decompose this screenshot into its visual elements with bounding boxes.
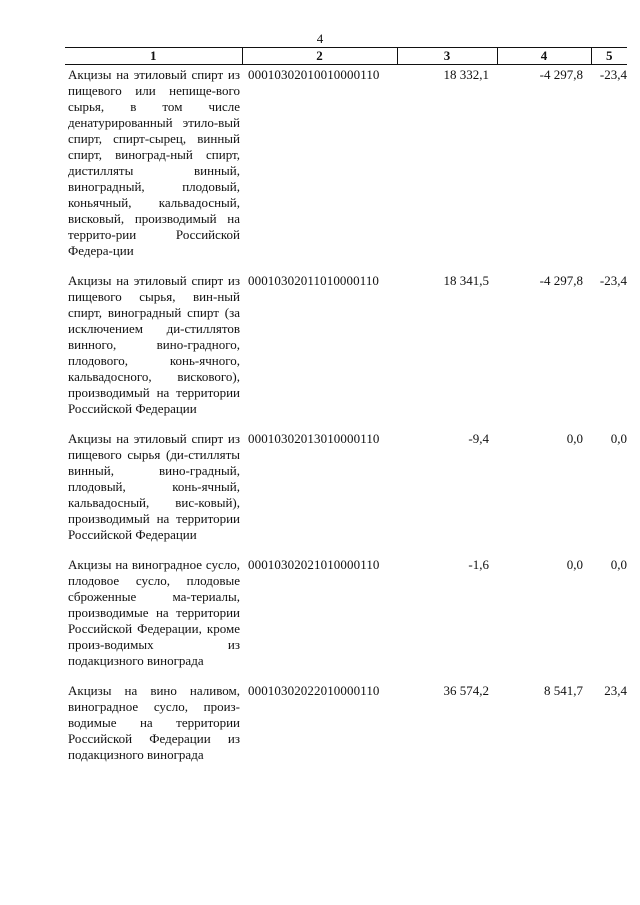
table-row [65,428,627,554]
row-code-cell: 00010302013010000110 [248,431,380,446]
row-name-cell: Акцизы на этиловый спирт из пищевого или непище-вого сырья, в том числе денатурированный этило-вый спирт, спирт-сырец, винный спирт, виноград-ный спирт, дистилляты винный, виноградный, плодовый, коньячный, кальвадосный, висковый, производимый на террито-рии Российской Федера-ции [68,67,240,258]
row-code-cell: 00010302011010000110 [248,273,380,288]
table-row [65,65,627,271]
header-col-3: 3 [397,48,497,65]
row-code-cell: 00010302010010000110 [248,67,380,82]
header-col-1: 1 [65,48,242,65]
row-value-col3: -1,6 [468,557,489,572]
table-row [65,270,627,428]
row-code-cell: 00010302022010000110 [248,683,380,698]
row-value-col3: 36 574,2 [443,683,489,698]
page-number: 4 [316,31,324,46]
row-value-col4: 0,0 [566,431,583,446]
row-name-cell: Акцизы на виноградное сусло, плодовое сусло, плодовые сброженные ма-териалы, производимые на территории Российской Федерации, кроме произ-водимых из подакцизного винограда [68,557,240,668]
row-value-col3: 18 332,1 [443,67,489,82]
header-col-2: 2 [242,48,397,65]
row-value-col4: 0,0 [566,557,583,572]
table-row [65,554,627,680]
table-header [65,48,627,65]
header-col-4: 4 [497,48,591,65]
header-row [65,48,627,65]
row-value-col5: 0,0 [610,557,627,572]
row-value-col5: 0,0 [610,431,627,446]
row-name-cell: Акцизы на вино наливом, виноградное сусло, произ-водимые на территории Российской Федерации из подакцизного винограда [68,683,240,762]
row-name-cell: Акцизы на этиловый спирт из пищевого сырья (ди-стилляты винный, вино-градный, плодовый, конь-ячный, кальвадосный, вис-ковый), производимый на территории Российской Федерации [68,431,240,542]
row-value-col5: -23,4 [599,273,627,288]
row-value-col5: 23,4 [604,683,627,698]
row-value-col4: -4 297,8 [539,67,583,82]
row-code-cell: 00010302021010000110 [248,557,380,572]
row-value-col3: 18 341,5 [443,273,489,288]
data-table [65,47,627,774]
row-value-col5: -23,4 [599,67,627,82]
row-value-col4: 8 541,7 [544,683,583,698]
row-value-col4: -4 297,8 [539,273,583,288]
row-value-col3: -9,4 [468,431,489,446]
header-col-5: 5 [591,48,627,65]
table-body [65,65,627,775]
table-row [65,680,627,774]
row-name-cell: Акцизы на этиловый спирт из пищевого сырья, вин-ный спирт, виноградный спирт (за исключением ди-стиллятов винного, вино-градного, плодового, конь-ячного, кальвадосного, вискового), производимый на территории Российской Федерации [68,273,240,416]
